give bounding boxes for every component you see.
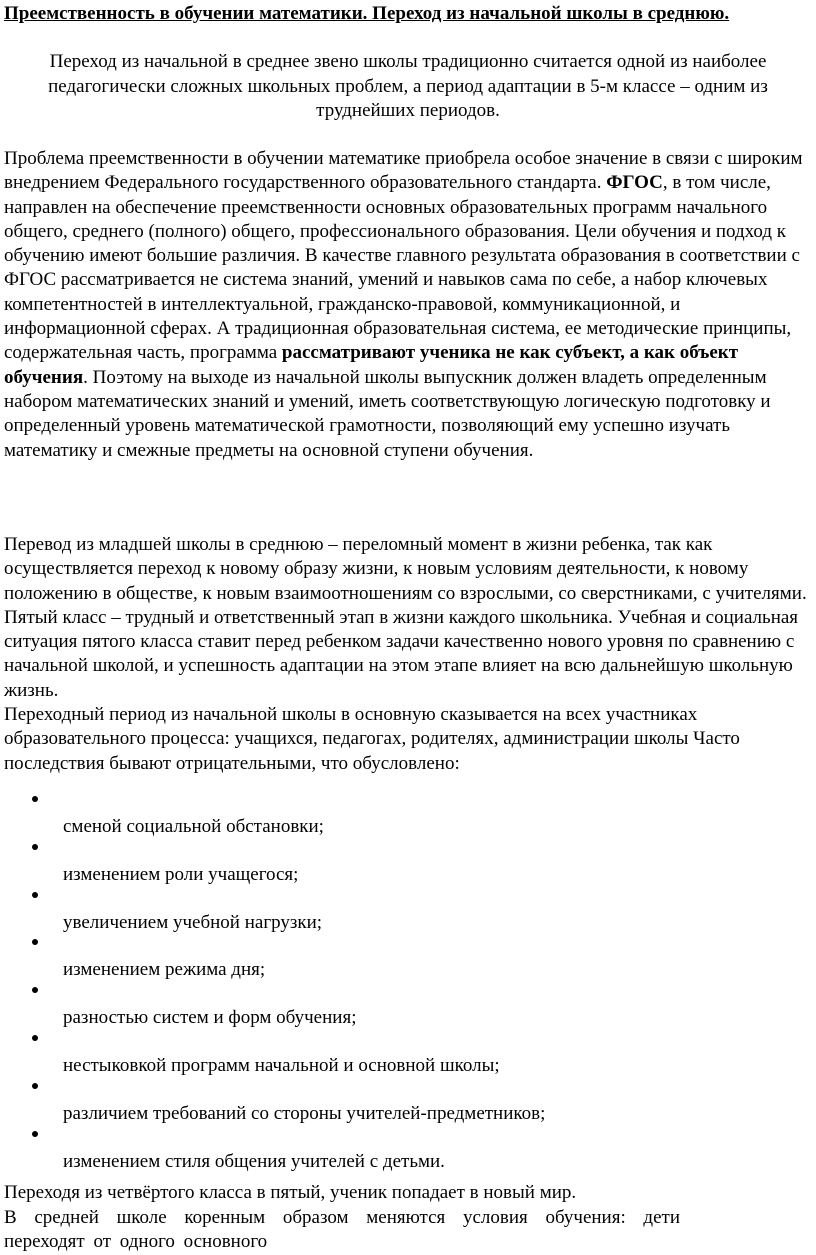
- paragraph-fgos-bold-1: ФГОС: [606, 172, 663, 194]
- closing-sentence: Переходя из четвёртого класса в пятый, ученик попадает в новый мир.: [4, 1182, 577, 1203]
- intro-paragraph: Переход из начальной в среднее звено школы традиционно считается одной из наиболее педагогически сложных школьных проблем, а период адаптации в 5-м классе – одним из труднейших периодов.: [48, 51, 768, 121]
- list-item-text: разностью систем и форм обучения;: [63, 1007, 357, 1029]
- bullet-icon: [32, 796, 38, 802]
- bullet-icon: [32, 1035, 38, 1041]
- paragraph-transition: Перевод из младшей школы в среднюю – переломный момент в жизни ребенка, так как осуществляется переход к новому образу жизни, к новым условиям деятельности, к новому положению в обществе, к новым взаимоотношениям со взрослыми, со сверстниками, с учителями. Пятый класс – трудный и ответственный этап в жизни каждого школьника. Учебная и социальная ситуация пятого класса ставит перед ребенком задачи качественно нового уровня по сравнению с начальной школой, и успешность адаптации на этом этапе влияет на всю дальнейшую школьную жизнь.: [4, 534, 807, 701]
- paragraph-fgos-text-1: Проблема преемственности в обучении математике приобрела особое значение в связи с широким внедрением Федерального государственного образовательного стандарта.: [4, 148, 803, 194]
- list-item: [0, 1029, 816, 1077]
- list-item-text: увеличением учебной нагрузки;: [63, 911, 323, 933]
- bullet-icon: [32, 892, 38, 898]
- bullet-icon: [32, 844, 38, 850]
- consequences-list: [0, 790, 816, 1172]
- paragraph-fgos-text-3: . Поэтому на выходе из начальной школы выпускник должен владеть определенным набором математических знаний и умений, иметь соответствующую логическую подготовку и определенный уровень математической грамотности, позволяющий ему успешно изучать математику и смежные предметы на основной ступени обучения.: [4, 366, 771, 461]
- list-item-text: нестыковкой программ начальной и основной школы;: [63, 1054, 500, 1076]
- list-item: [0, 1125, 816, 1173]
- list-item-text: изменением режима дня;: [63, 959, 266, 981]
- bullet-icon: [32, 987, 38, 993]
- paragraph-consequences: Переходный период из начальной школы в основную сказывается на всех участниках образовательного процесса: учащихся, педагогах, родителях, администрации школы Часто последствия бывают отрицательными, что обусловлено:: [4, 704, 740, 774]
- paragraph-transition-block: [4, 533, 812, 776]
- paragraph-fgos-text-2: , в том числе, направлен на обеспечение преемственности основных образовательных программ начального общего, среднего (полного) общего, профессионального образования. Цели обучения и подход к обучению имеют большие различия. В качестве главного результата образования в соответствии с ФГОС рассматривается не система знаний, умений и навыков сама по себе, а набор ключевых компетентностей в интеллектуальной, гражданско-правовой, коммуникационной, и информационной сферах. А традиционная образовательная система, ее методические принципы, содержательная часть, программа: [4, 172, 800, 364]
- list-item: [0, 886, 816, 934]
- list-item-text: изменением роли учащегося;: [63, 863, 299, 885]
- paragraph-fgos-bold-2: рассматривают ученика не как субъект, а как объект обучения: [4, 342, 739, 388]
- paragraph-fgos: [4, 147, 812, 463]
- closing-paragraph: В средней школе коренным образом меняются условия обучения: дети переходят от одного основного: [4, 1207, 680, 1252]
- list-item-text: изменением стиля общения учителей с детьми.: [63, 1150, 445, 1172]
- list-item-text: различием требований со стороны учителей-предметников;: [63, 1102, 546, 1124]
- bullet-icon: [32, 1083, 38, 1089]
- bullet-icon: [32, 1131, 38, 1137]
- list-item-text: сменой социальной обстановки;: [63, 816, 324, 837]
- document-title: Преемственность в обучении математики. Переход из начальной школы в среднюю.: [4, 3, 730, 24]
- list-item: [0, 838, 816, 886]
- list-item: [0, 981, 816, 1029]
- bullet-icon: [32, 939, 38, 945]
- list-item: [0, 790, 816, 838]
- list-item: [0, 1077, 816, 1125]
- list-item: [0, 933, 816, 981]
